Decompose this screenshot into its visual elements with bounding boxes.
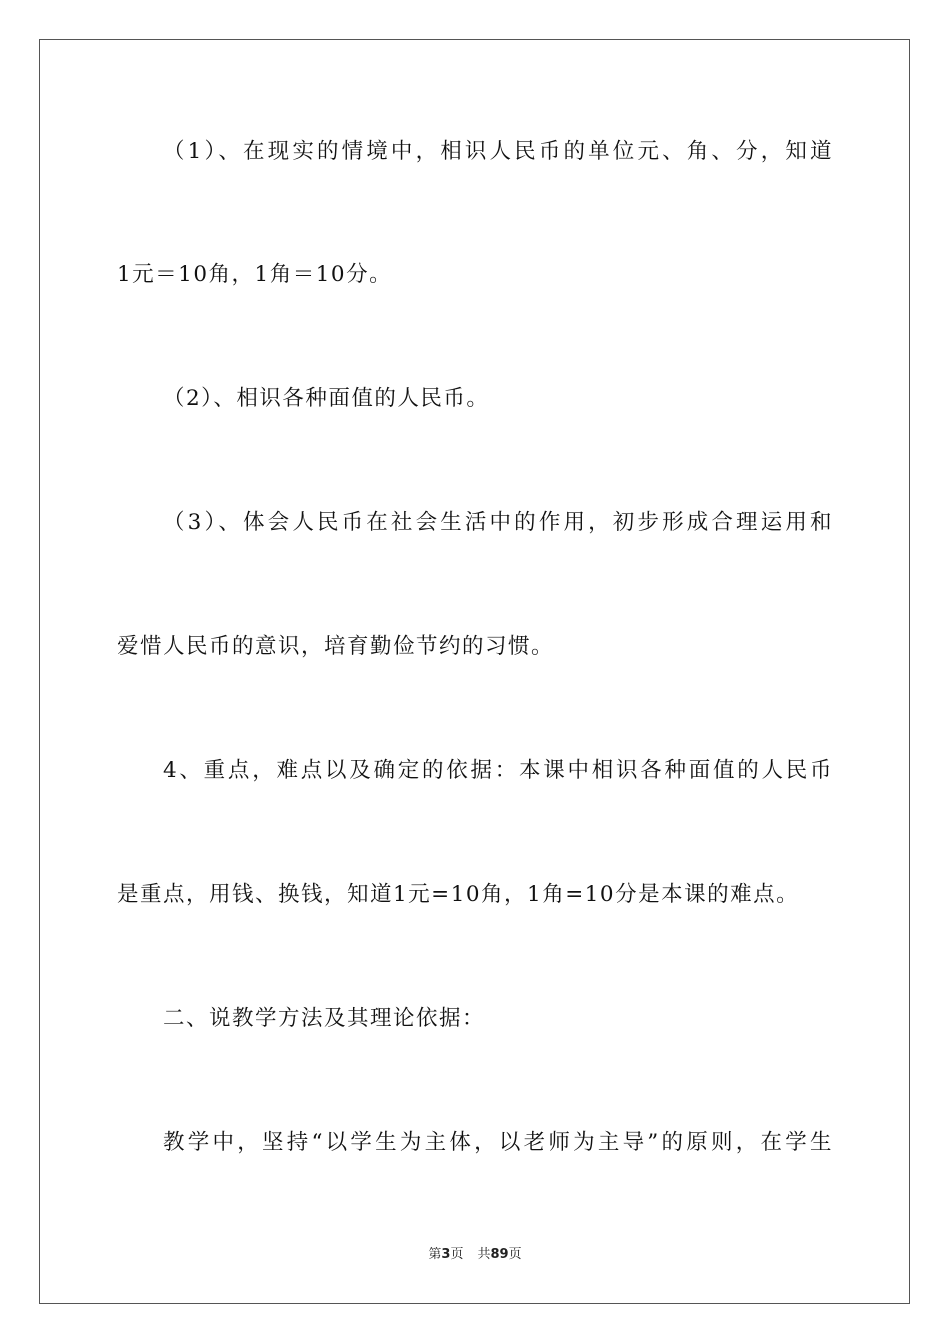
footer-total-suffix: 页 [508,1247,522,1262]
text-line-7: 是重点，用钱、换钱，知道1元=10角，1角=10分是本课的难点。 [117,882,800,907]
footer-page-number: 3 [441,1247,451,1262]
text-line-1: （1）、在现实的情境中，相识人民币的单位元、角、分，知道 [163,139,833,164]
page-footer [0,1246,950,1264]
text-line-4: （3）、体会人民币在社会生活中的作用，初步形成合理运用和 [163,510,833,535]
text-line-3: （2）、相识各种面值的人民币。 [163,386,490,411]
text-line-2: 1元＝10角，1角＝10分。 [117,262,393,287]
footer-page-prefix: 第 [428,1247,442,1262]
footer-page-suffix: 页 [450,1247,464,1262]
text-line-5: 爱惜人民币的意识，培育勤俭节约的习惯。 [117,634,555,659]
text-line-8: 二、说教学方法及其理论依据： [163,1006,486,1031]
footer-total-pages: 89 [490,1247,509,1262]
footer-total-prefix: 共 [477,1247,491,1262]
text-line-9: 教学中，坚持“以学生为主体，以老师为主导”的原则，在学生 [163,1130,833,1155]
page-border [39,39,910,1304]
text-line-6: 4、重点，难点以及确定的依据：本课中相识各种面值的人民币 [163,758,833,783]
